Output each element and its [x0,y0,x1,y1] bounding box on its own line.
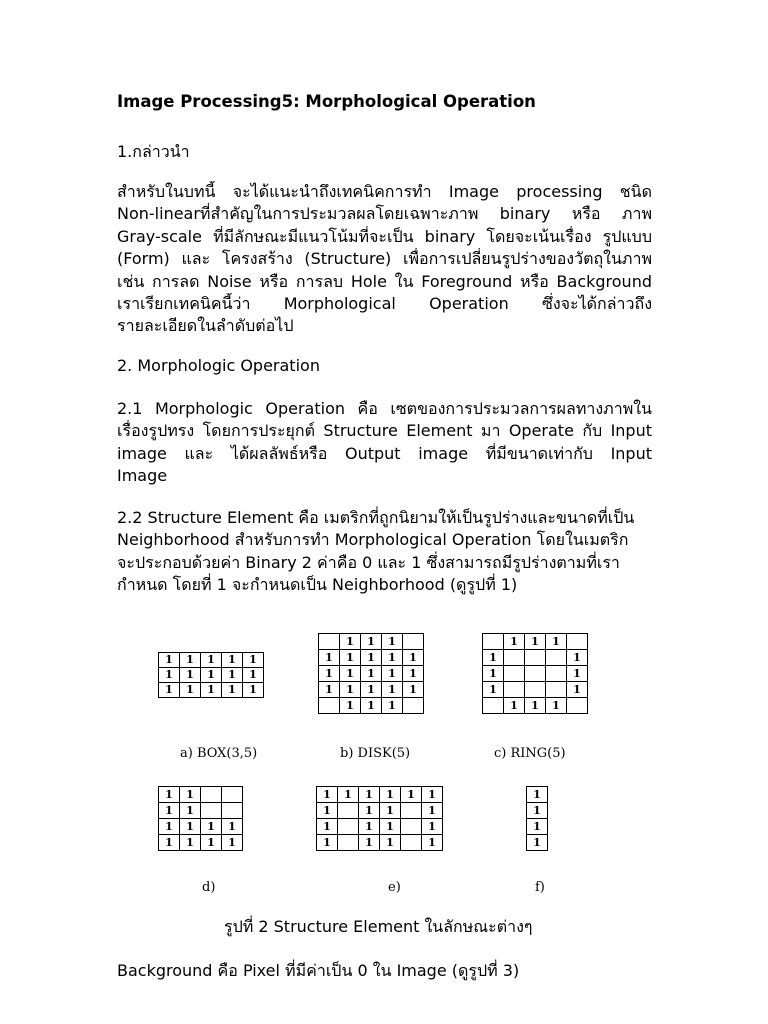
paragraph-line: 2.2 Structure Element คือ เมตริกที่ถูกนิยามให้เป็นรูปร่างและขนาดที่เป็น [117,508,635,527]
grid-cell [319,634,340,650]
grid-cell: 1 [422,787,443,803]
grid-cell: 1 [340,682,361,698]
grid-row [159,683,264,698]
document-title: Image Processing5: Morphological Operation [117,92,536,111]
section-1-heading: 1.กล่าวนำ [117,142,190,161]
grid-cell [483,698,504,714]
grid-cell: 1 [382,666,403,682]
grid-cell: 1 [546,634,567,650]
paragraph-line: เราเรียกเทคนิคนี้ว่า Morphological Operation ซึ่งจะได้กล่าวถึง [117,293,652,313]
grid-cell: 1 [159,668,180,683]
section-1-paragraph [117,181,652,338]
grid-cell: 1 [422,819,443,835]
paragraph-line: Gray-scale ที่มีลักษณะมีแนวโน้มที่จะเป็น binary โดยจะเน้นเรื่อง รูปแบบ [117,226,652,246]
grid-cell: 1 [359,835,380,851]
grid-row [319,666,424,682]
grid-row [159,787,243,803]
disk-label: b) DISK(5) [340,746,411,761]
grid-cell [546,666,567,682]
grid-cell: 1 [382,650,403,666]
grid-cell [504,666,525,682]
grid-cell [525,666,546,682]
grid-cell: 1 [527,787,548,803]
grid-row [159,803,243,819]
grid-row [159,668,264,683]
grid-cell: 1 [159,803,180,819]
grid-cell: 1 [201,653,222,668]
grid-row [317,787,443,803]
grid-cell: 1 [483,682,504,698]
grid-cell: 1 [201,835,222,851]
grid-cell: 1 [319,650,340,666]
grid-cell: 1 [180,683,201,698]
grid-row [159,653,264,668]
grid-cell: 1 [361,634,382,650]
grid-cell [567,634,588,650]
paragraph-line: Image [117,466,168,486]
grid-cell [222,787,243,803]
paragraph-line: เรื่องรูปทรง โดยการประยุกต์ Structure Element มา Operate กับ Input [117,421,652,441]
grid-row [317,819,443,835]
structure-element-grid-d [158,786,243,851]
grid-cell [504,682,525,698]
grid-cell [201,803,222,819]
grid-cell: 1 [319,682,340,698]
grid-cell [546,682,567,698]
grid-cell: 1 [317,835,338,851]
grid-cell: 1 [401,787,422,803]
grid-cell: 1 [527,835,548,851]
grid-cell: 1 [525,698,546,714]
grid-row [483,634,588,650]
grid-row [317,803,443,819]
paragraph-line: Neighborhood สำหรับการทำ Morphological Operation โดยในเมตริก [117,530,629,550]
grid-cell [403,634,424,650]
grid-cell: 1 [382,698,403,714]
grid-cell: 1 [338,787,359,803]
grid-row [527,819,548,835]
grid-cell: 1 [382,682,403,698]
f-label: f) [535,880,545,895]
grid-cell: 1 [243,653,264,668]
grid-cell [401,819,422,835]
grid-cell: 1 [159,683,180,698]
grid-cell: 1 [201,819,222,835]
structure-element-grid-f [526,786,548,851]
grid-cell: 1 [222,683,243,698]
section-2-1-paragraph [117,398,652,488]
structure-element-grid-e [316,786,443,851]
disk-structure-element-grid [318,633,424,714]
paragraph-line: Non-linearที่สำคัญในการประมวลผลโดยเฉพาะภาพ binary หรือ ภาพ [117,204,652,224]
section-2-2-paragraph [117,507,652,597]
grid-cell: 1 [567,682,588,698]
paragraph-line: image และ ได้ผลลัพธ์หรือ Output image ที่มีขนาดเท่ากับ Input [117,443,652,463]
grid-cell: 1 [380,819,401,835]
grid-cell: 1 [340,634,361,650]
grid-cell [483,634,504,650]
grid-cell: 1 [483,650,504,666]
grid-cell: 1 [159,835,180,851]
grid-cell [567,698,588,714]
grid-cell: 1 [567,666,588,682]
grid-cell [525,682,546,698]
grid-cell: 1 [359,803,380,819]
grid-cell: 1 [243,683,264,698]
grid-row [319,650,424,666]
grid-cell: 1 [201,683,222,698]
grid-cell: 1 [317,819,338,835]
paragraph-line: สำหรับในบทนี้ จะได้แนะนำถึงเทคนิคการทำ Image processing ชนิด [117,182,652,201]
figure-caption: รูปที่ 2 Structure Element ในลักษณะต่างๆ [224,917,533,936]
grid-cell: 1 [361,666,382,682]
grid-cell [338,819,359,835]
grid-cell: 1 [180,787,201,803]
background-definition-line: Background คือ Pixel ที่มีค่าเป็น 0 ใน Image (ดูรูปที่ 3) [117,961,520,980]
grid-row [159,835,243,851]
grid-cell: 1 [525,634,546,650]
grid-cell [338,835,359,851]
section-2-heading: 2. Morphologic Operation [117,356,320,375]
grid-cell: 1 [422,835,443,851]
grid-cell: 1 [527,803,548,819]
grid-cell: 1 [222,668,243,683]
grid-cell: 1 [340,698,361,714]
grid-cell: 1 [422,803,443,819]
grid-row [319,634,424,650]
grid-cell: 1 [527,819,548,835]
grid-cell: 1 [317,787,338,803]
grid-cell [338,803,359,819]
grid-row [483,666,588,682]
grid-cell: 1 [159,819,180,835]
grid-cell: 1 [380,787,401,803]
grid-cell: 1 [243,668,264,683]
grid-cell: 1 [222,835,243,851]
ring-structure-element-grid [482,633,588,714]
grid-cell: 1 [180,835,201,851]
grid-cell: 1 [180,819,201,835]
grid-cell: 1 [361,698,382,714]
grid-cell: 1 [504,634,525,650]
grid-cell: 1 [546,698,567,714]
grid-cell: 1 [317,803,338,819]
grid-cell: 1 [361,650,382,666]
paragraph-line: (Form) และ โครงสร้าง (Structure) เพื่อการเปลี่ยนรูปร่างของวัตถุในภาพ [117,249,652,269]
box-structure-element-grid [158,652,264,698]
grid-cell: 1 [180,653,201,668]
grid-cell [504,650,525,666]
ring-label: c) RING(5) [494,746,566,761]
grid-cell: 1 [222,819,243,835]
e-label: e) [388,880,401,895]
grid-cell: 1 [359,819,380,835]
grid-cell: 1 [504,698,525,714]
grid-cell: 1 [159,653,180,668]
grid-cell: 1 [222,653,243,668]
grid-row [527,787,548,803]
grid-row [317,835,443,851]
grid-cell: 1 [380,803,401,819]
grid-row [527,803,548,819]
grid-row [527,835,548,851]
paragraph-line: จะประกอบด้วยค่า Binary 2 ค่าคือ 0 และ 1 ซึ่งสามารถมีรูปร่างตามที่เรา [117,552,620,572]
paragraph-line: เช่น การลด Noise หรือ การลบ Hole ใน Foreground หรือ Background [117,271,652,291]
grid-cell [546,650,567,666]
grid-cell: 1 [159,787,180,803]
grid-cell: 1 [180,803,201,819]
grid-cell: 1 [361,682,382,698]
paragraph-line: รายละเอียดในลำดับต่อไป [117,316,294,336]
grid-row [319,698,424,714]
grid-row [319,682,424,698]
grid-cell: 1 [359,787,380,803]
grid-cell: 1 [382,634,403,650]
grid-cell: 1 [380,835,401,851]
grid-cell: 1 [403,650,424,666]
grid-cell: 1 [567,650,588,666]
grid-cell [403,698,424,714]
grid-cell [525,650,546,666]
paragraph-line: 2.1 Morphologic Operation คือ เซตของการประมวลการผลทางภาพใน [117,399,652,418]
grid-row [159,819,243,835]
grid-cell: 1 [180,668,201,683]
grid-cell [222,803,243,819]
grid-row [483,698,588,714]
grid-cell: 1 [340,650,361,666]
grid-cell: 1 [403,666,424,682]
box-label: a) BOX(3,5) [180,746,258,761]
grid-cell: 1 [319,666,340,682]
paragraph-line: กำหนด โดยที่ 1 จะกำหนดเป็น Neighborhood (ดูรูปที่ 1) [117,575,518,595]
grid-cell: 1 [201,668,222,683]
grid-cell: 1 [340,666,361,682]
grid-cell [401,835,422,851]
grid-cell [401,803,422,819]
grid-cell: 1 [483,666,504,682]
grid-cell [319,698,340,714]
grid-row [483,650,588,666]
grid-row [483,682,588,698]
grid-cell [201,787,222,803]
grid-cell: 1 [403,682,424,698]
d-label: d) [202,880,216,895]
